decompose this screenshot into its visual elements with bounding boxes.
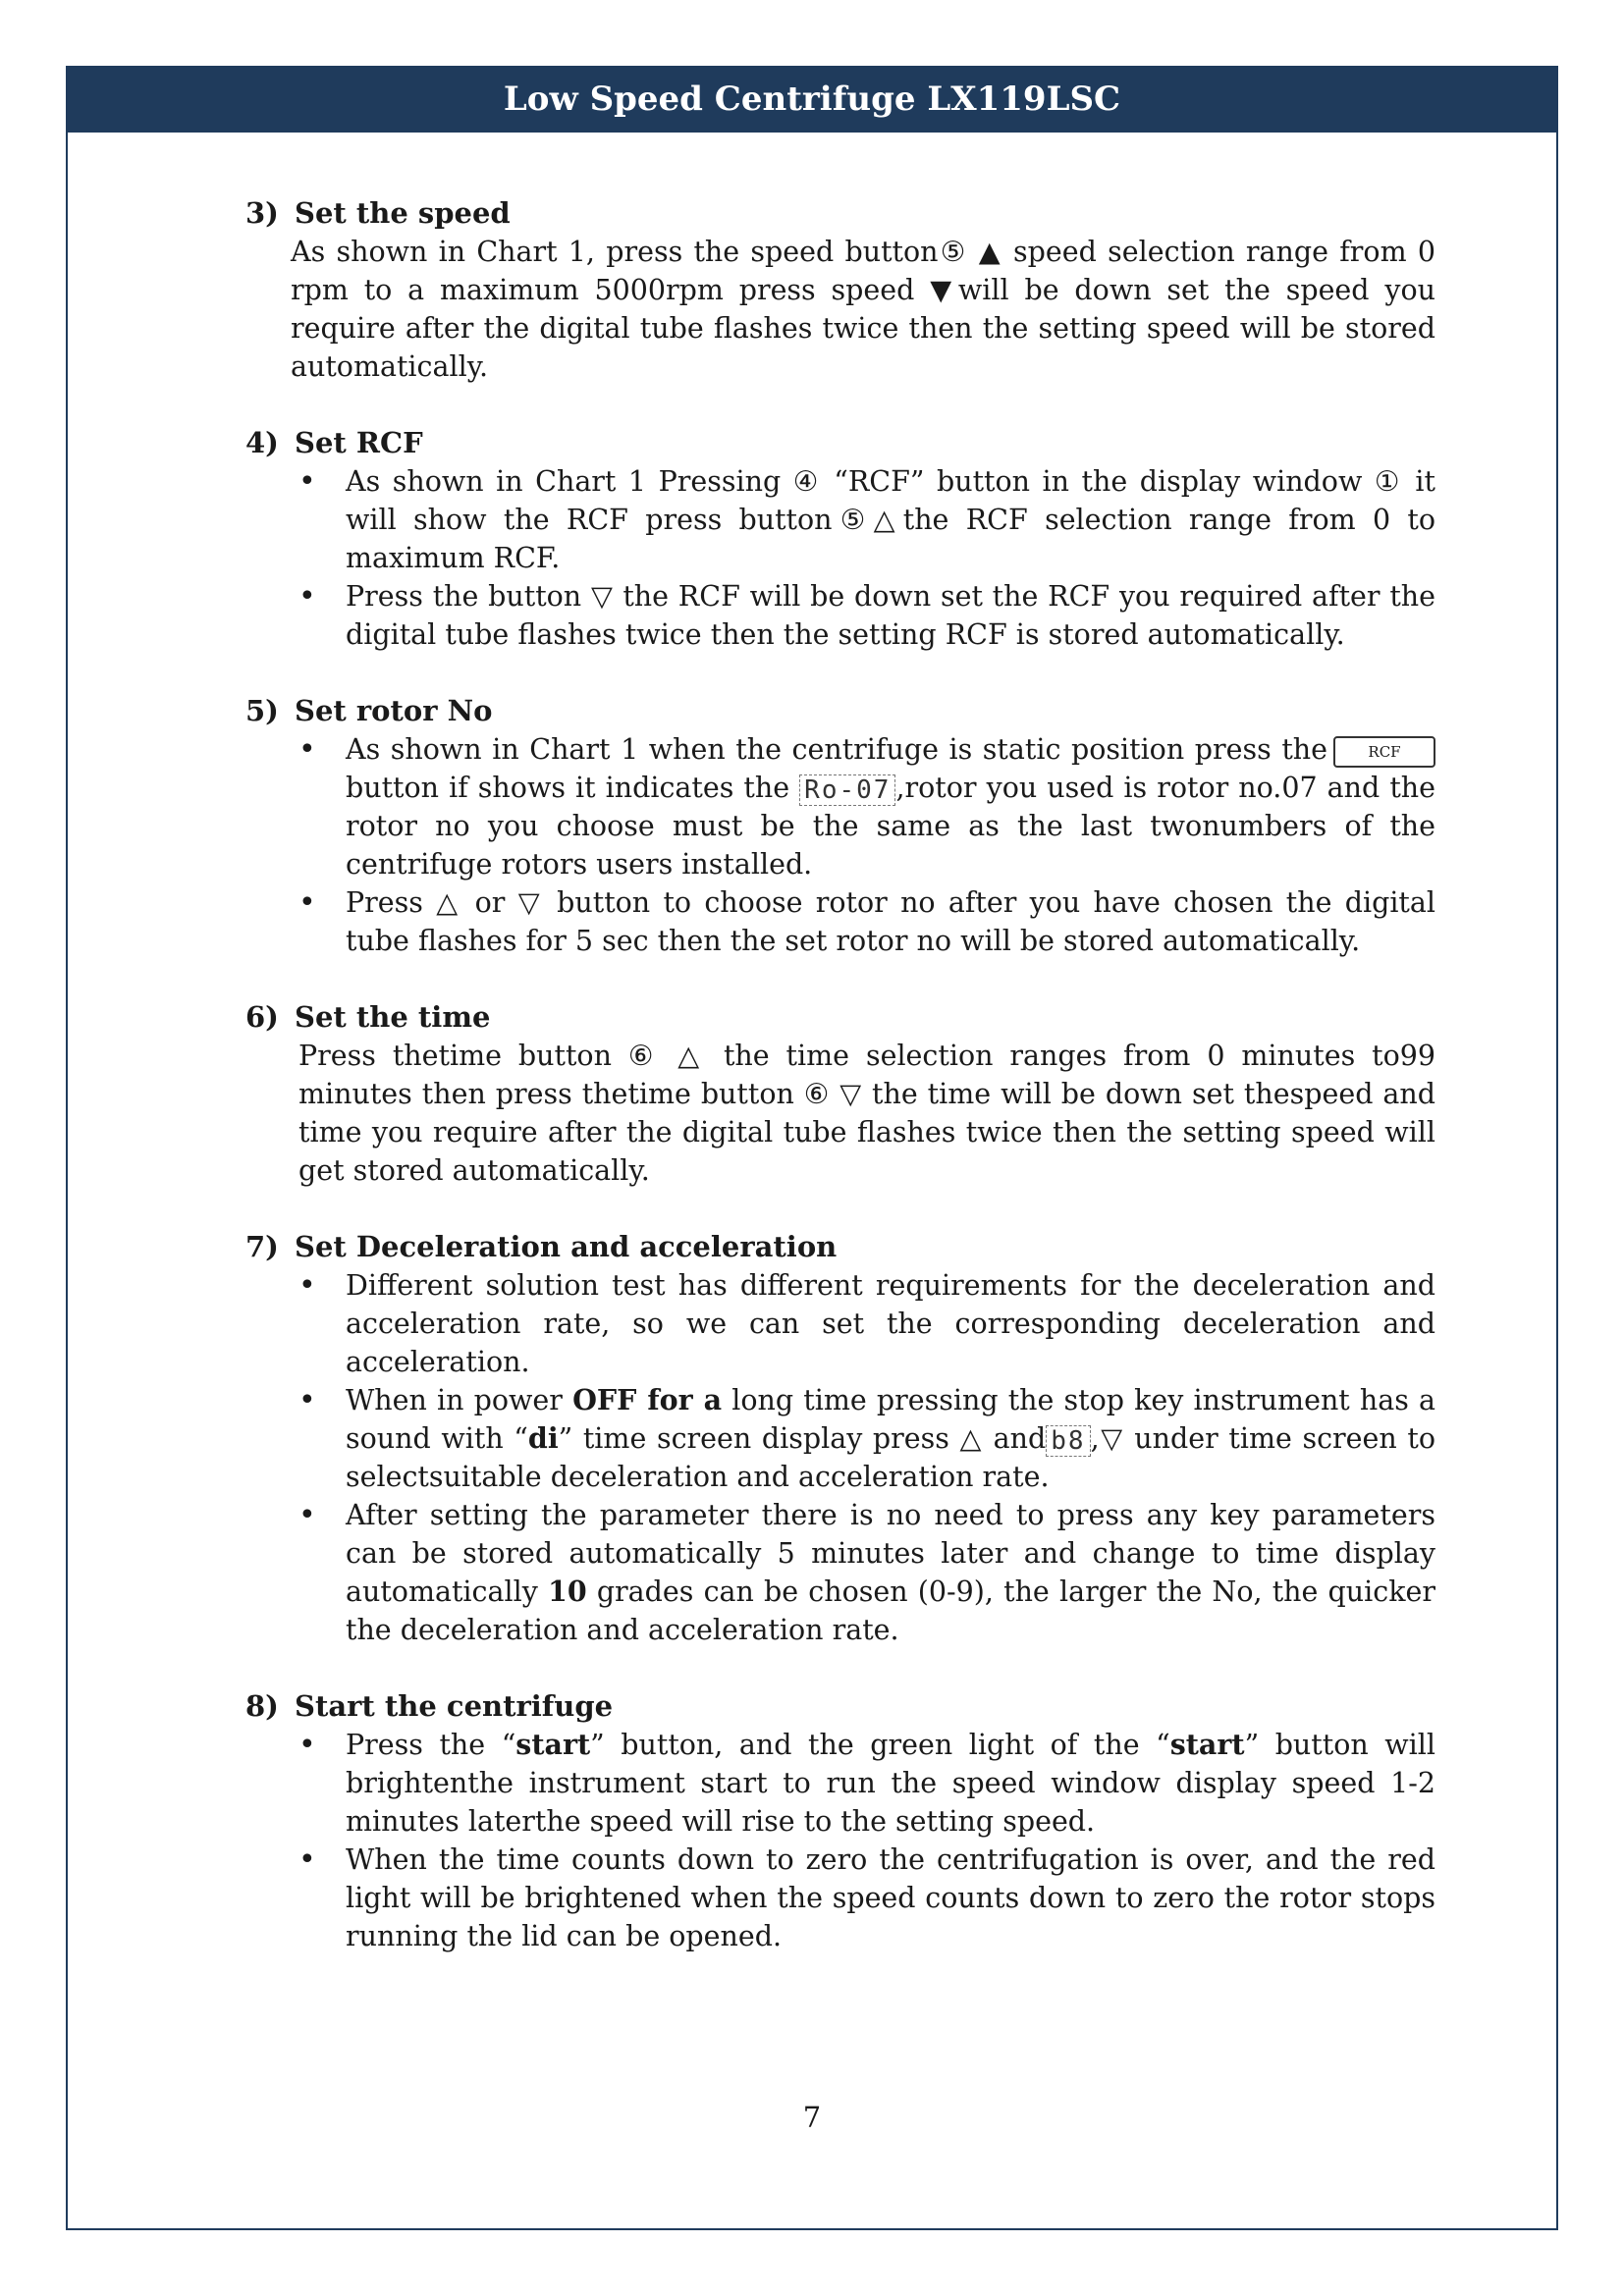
list-item: • When in power OFF for a long time pressing the stop key instrument has a sound with “di” time screen display press △ and b8 ,▽ under time screen to selectsuitable deceleration and acceleration rate. [346,1381,1435,1496]
page-header [66,66,1558,133]
list-item: • Press the button ▽ the RCF will be down set the RCF you required after the digital tube flashes twice then the setting RCF is stored automatically. [346,577,1435,654]
rotor-display-icon: Ro-07 [799,774,895,806]
bullet-list [245,1726,1435,1955]
section-paragraph: Press thetime button ⑥ △ the time selection ranges from 0 minutes to99 minutes then press thetime button ⑥ ▽ the time will be down set thespeed and time you require after the digital tube flashes twice then the setting speed will get stored automatically. [298,1040,1435,1187]
section-set-rotor-no [245,692,1435,960]
section-heading: 5) Set rotor No [245,694,493,727]
list-item: • Press △ or ▽ button to choose rotor no after you have chosen the digital tube flashes for 5 sec then the set rotor no will be stored automatically. [346,883,1435,960]
section-deceleration-acceleration [245,1228,1435,1649]
section-start-centrifuge [245,1687,1435,1955]
page-number: 7 [802,2101,822,2134]
rcf-key-icon: RCF [1333,736,1435,768]
header-title: Low Speed Centrifuge LX119LSC [503,80,1121,119]
section-heading: 7) Set Deceleration and acceleration [245,1230,838,1263]
bullet-list [245,730,1435,960]
section-set-speed [245,194,1435,386]
list-item: • After setting the parameter there is no need to press any key parameters can be stored automatically 5 minutes later and change to time display automatically 10 grades can be chosen (0-9), the larger the No, the quicker the deceleration and acceleration rate. [346,1496,1435,1649]
document-body [245,194,1435,1994]
section-heading: 8) Start the centrifuge [245,1689,614,1723]
section-heading: 3) Set the speed [245,196,511,230]
bullet-list [245,462,1435,654]
section-paragraph: As shown in Chart 1, press the speed button⑤ ▲ speed selection range from 0 rpm to a maximum 5000rpm press speed ▼will be down set the speed you require after the digital tube flashes twice then the setting speed will be stored automatically. [291,236,1435,383]
list-item: • Different solution test has different requirements for the deceleration and acceleration rate, so we can set the corresponding deceleration and acceleration. [346,1266,1435,1381]
list-item: • Press the “start” button, and the green light of the “start” button will brightenthe instrument start to run the speed window display speed 1-2 minutes laterthe speed will rise to the setting speed. [346,1726,1435,1841]
bullet-list [245,1266,1435,1649]
list-item: • As shown in Chart 1 when the centrifuge is static position press the RCF button if shows it indicates the Ro-07 ,rotor you used is rotor no.07 and the rotor no you choose must be the same as the last twonumbers of the centrifuge rotors users installed. [346,730,1435,883]
section-heading: 6) Set the time [245,1000,491,1034]
decel-display-icon: b8 [1046,1425,1090,1457]
list-item: • As shown in Chart 1 Pressing ④ “RCF” button in the display window ① it will show the RCF press button⑤△the RCF selection range from 0 to maximum RCF. [346,462,1435,577]
section-set-time [245,998,1435,1190]
list-item: • When the time counts down to zero the centrifugation is over, and the red light will be brightened when the speed counts down to zero the rotor stops running the lid can be opened. [346,1841,1435,1955]
section-heading: 4) Set RCF [245,426,423,459]
section-set-rcf [245,424,1435,654]
